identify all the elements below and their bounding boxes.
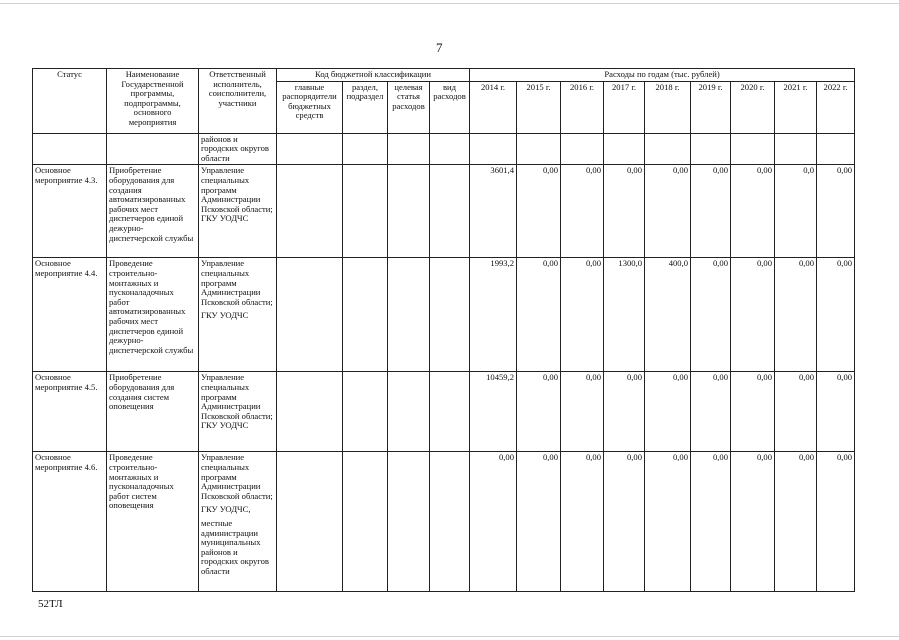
- row-status: Основное мероприятие 4.3.: [33, 165, 107, 258]
- page-number: 7: [436, 40, 443, 55]
- value-2014: 1993,2: [470, 258, 517, 372]
- value-2019: 0,00: [691, 372, 731, 452]
- scan-edge-top: [0, 3, 899, 4]
- header-expense-type: вид расходов: [430, 81, 470, 133]
- header-year-2017: 2017 г.: [604, 81, 645, 133]
- table-row: [33, 165, 855, 258]
- value-2022: 0,00: [817, 452, 855, 592]
- value-2017: 0,00: [604, 452, 645, 592]
- row-name: Проведение строительно-монтажных и пусконаладочных работ автоматизированных рабочих мест диспетчеров единой дежурно-диспетчерской службы: [107, 258, 199, 372]
- continuation-responsible: районов и городских округов области: [199, 133, 277, 165]
- table-row: [33, 372, 855, 452]
- value-2016: 0,00: [561, 165, 604, 258]
- header-responsible: Ответственный исполнитель, соисполнители, участники: [199, 69, 277, 134]
- value-2016: 0,00: [561, 372, 604, 452]
- value-2018: 0,00: [645, 165, 691, 258]
- header-year-2021: 2021 г.: [775, 81, 817, 133]
- table-row-continuation: [33, 133, 855, 165]
- value-2014: 0,00: [470, 452, 517, 592]
- header-year-2019: 2019 г.: [691, 81, 731, 133]
- header-expenses: Расходы по годам (тыс. рублей): [470, 69, 855, 82]
- value-2019: 0,00: [691, 452, 731, 592]
- header-status: Статус: [33, 69, 107, 134]
- header-budget-code: Код бюджетной классификации: [277, 69, 470, 82]
- header-year-2020: 2020 г.: [731, 81, 775, 133]
- budget-table: [32, 68, 855, 592]
- scan-edge-bottom: [0, 636, 899, 637]
- row-status: Основное мероприятие 4.4.: [33, 258, 107, 372]
- value-2022: 0,00: [817, 165, 855, 258]
- value-2017: 1300,0: [604, 258, 645, 372]
- row-responsible: Управление специальных программ Администрации Псковской области; ГКУ УОДЧС: [199, 372, 277, 452]
- value-2017: 0,00: [604, 372, 645, 452]
- row-responsible: Управление специальных программ Администрации Псковской области; ГКУ УОДЧС: [199, 258, 277, 372]
- header-year-2015: 2015 г.: [517, 81, 561, 133]
- header-name: Наименование Государственной программы, подпрограммы, основного мероприятия: [107, 69, 199, 134]
- value-2020: 0,00: [731, 372, 775, 452]
- value-2019: 0,00: [691, 165, 731, 258]
- row-name: Приобретение оборудования для создания автоматизированных рабочих мест диспетчеров единой дежурно-диспетчерской службы: [107, 165, 199, 258]
- value-2014: 10459,2: [470, 372, 517, 452]
- value-2019: 0,00: [691, 258, 731, 372]
- value-2021: 0,00: [775, 258, 817, 372]
- header-year-2016: 2016 г.: [561, 81, 604, 133]
- row-responsible: Управление специальных программ Администрации Псковской области; ГКУ УОДЧС, местные администрации муниципальных районов и городских округов области: [199, 452, 277, 592]
- value-2021: 0,0: [775, 165, 817, 258]
- value-2016: 0,00: [561, 452, 604, 592]
- value-2015: 0,00: [517, 258, 561, 372]
- row-status: Основное мероприятие 4.5.: [33, 372, 107, 452]
- value-2021: 0,00: [775, 452, 817, 592]
- value-2021: 0,00: [775, 372, 817, 452]
- value-2014: 3601,4: [470, 165, 517, 258]
- header-main-managers: главные распорядители бюджетных средств: [277, 81, 343, 133]
- value-2015: 0,00: [517, 372, 561, 452]
- value-2017: 0,00: [604, 165, 645, 258]
- value-2018: 0,00: [645, 452, 691, 592]
- header-year-2022: 2022 г.: [817, 81, 855, 133]
- value-2018: 0,00: [645, 372, 691, 452]
- value-2018: 400,0: [645, 258, 691, 372]
- value-2015: 0,00: [517, 452, 561, 592]
- table-row: [33, 258, 855, 372]
- header-target-item: целевая статья расходов: [388, 81, 430, 133]
- header-year-2018: 2018 г.: [645, 81, 691, 133]
- value-2022: 0,00: [817, 258, 855, 372]
- header-year-2014: 2014 г.: [470, 81, 517, 133]
- footer-code: 52ТЛ: [38, 598, 63, 610]
- value-2016: 0,00: [561, 258, 604, 372]
- value-2020: 0,00: [731, 452, 775, 592]
- value-2015: 0,00: [517, 165, 561, 258]
- header-section: раздел, подраздел: [343, 81, 388, 133]
- row-status: Основное мероприятие 4.6.: [33, 452, 107, 592]
- row-responsible: Управление специальных программ Администрации Псковской области; ГКУ УОДЧС: [199, 165, 277, 258]
- row-name: Проведение строительно-монтажных и пусконаладочных работ систем оповещения: [107, 452, 199, 592]
- value-2022: 0,00: [817, 372, 855, 452]
- row-name: Приобретение оборудования для создания систем оповещения: [107, 372, 199, 452]
- value-2020: 0,00: [731, 165, 775, 258]
- table-row: [33, 452, 855, 592]
- value-2020: 0,00: [731, 258, 775, 372]
